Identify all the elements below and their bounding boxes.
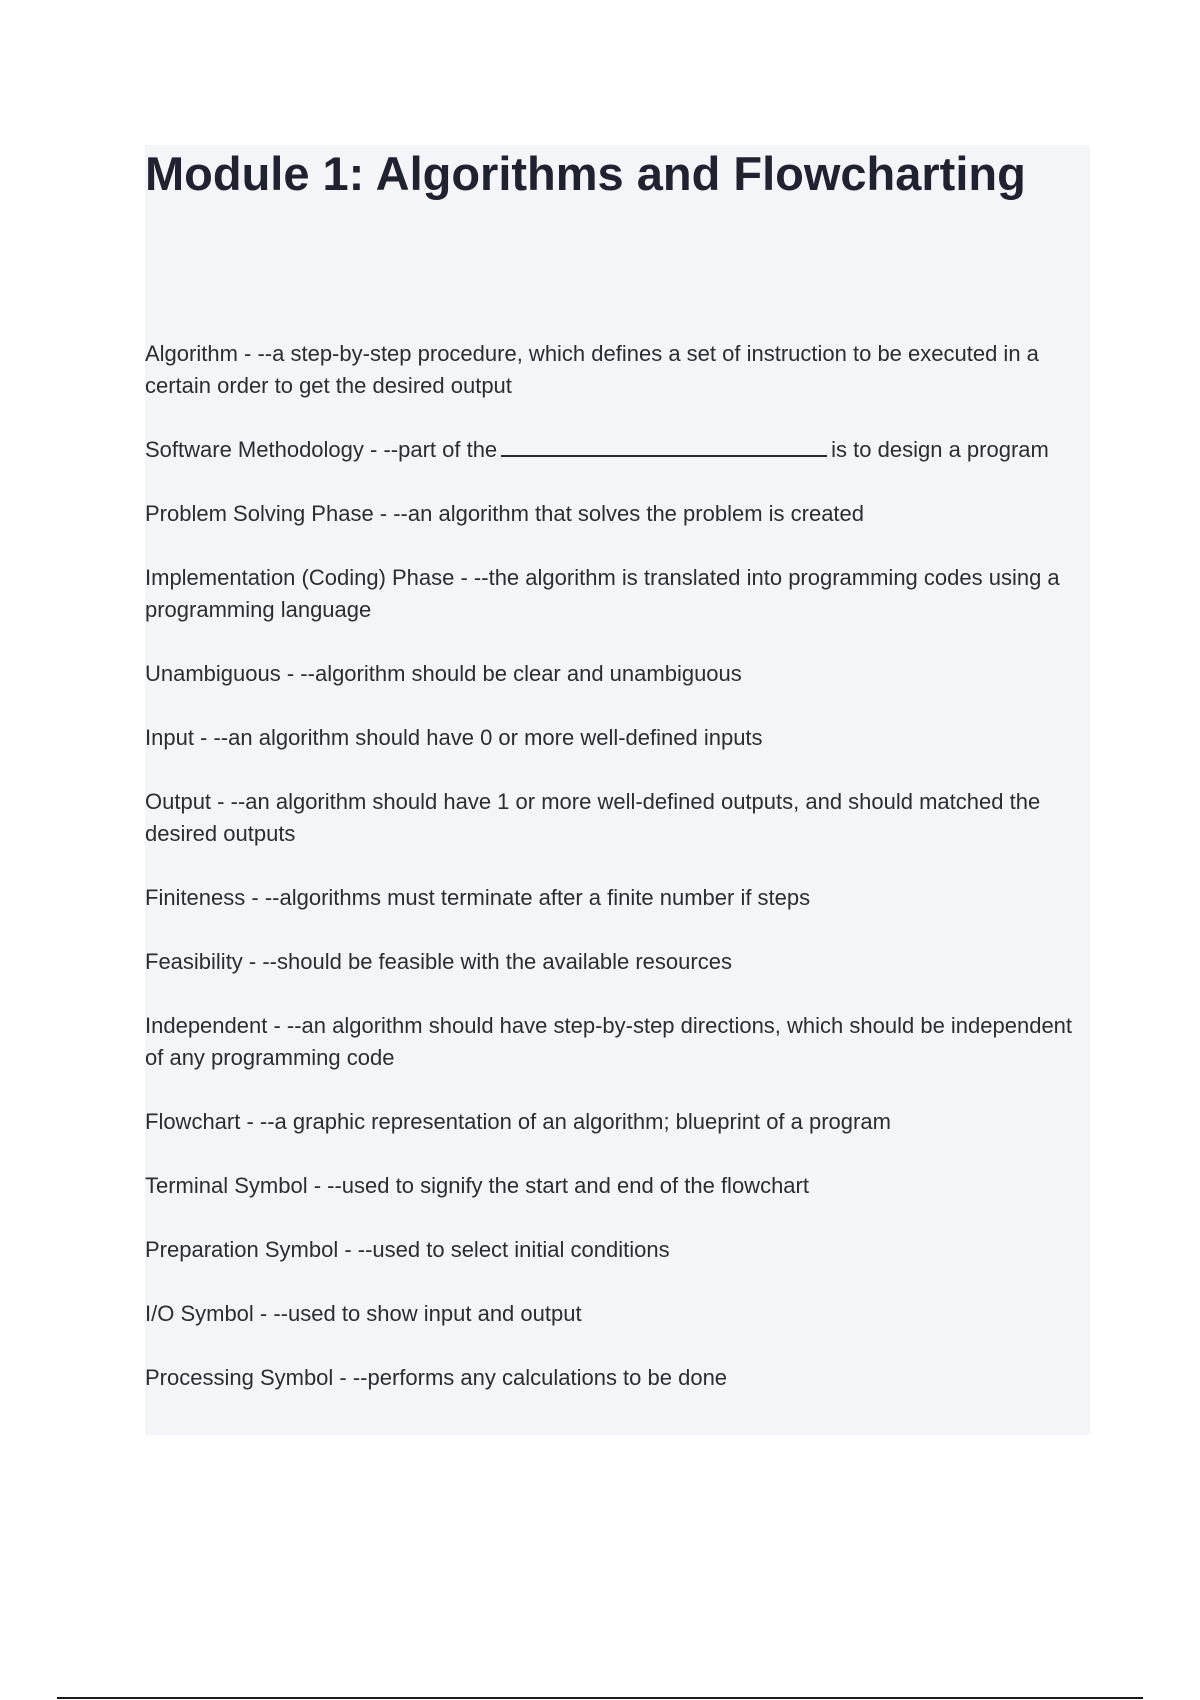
term-entry-finiteness: Finiteness - --algorithms must terminate after a finite number if steps — [145, 885, 811, 910]
term-entry-preparation-symbol: Preparation Symbol - --used to select initial conditions — [145, 1237, 670, 1262]
term-entry-flowchart: Flowchart - --a graphic representation of an algorithm; blueprint of a program — [145, 1109, 891, 1134]
footer-divider — [57, 1697, 1143, 1699]
term-entry-output: Output - --an algorithm should have 1 or more well-defined outputs, and should matched the desired outputs — [145, 789, 1041, 846]
term-entry-unambiguous: Unambiguous - --algorithm should be clear and unambiguous — [145, 661, 742, 686]
term-entry-text-before-blank: Software Methodology - --part of the — [145, 437, 498, 462]
term-entry-problem-solving-phase: Problem Solving Phase - --an algorithm that solves the problem is created — [145, 501, 865, 526]
term-entry-feasibility: Feasibility - --should be feasible with the available resources — [145, 949, 732, 974]
terms-list — [145, 338, 1090, 1426]
fill-in-blank — [501, 435, 827, 457]
term-entry-text-after-blank: is to design a program — [831, 437, 1049, 462]
term-entry-implementation-phase: Implementation (Coding) Phase - --the algorithm is translated into programming codes using a programming language — [145, 565, 1060, 622]
page-title: Module 1: Algorithms and Flowcharting — [145, 147, 1026, 200]
term-entry-io-symbol: I/O Symbol - --used to show input and output — [145, 1301, 582, 1326]
term-entry-algorithm: Algorithm - --a step-by-step procedure, which defines a set of instruction to be executed in a certain order to get the desired output — [145, 341, 1039, 398]
term-entry-processing-symbol: Processing Symbol - --performs any calculations to be done — [145, 1365, 728, 1390]
term-entry-input: Input - --an algorithm should have 0 or more well-defined inputs — [145, 725, 763, 750]
term-entry-independent: Independent - --an algorithm should have step-by-step directions, which should be independent of any programming code — [145, 1013, 1073, 1070]
term-entry-software-methodology — [145, 434, 1090, 466]
term-entry-terminal-symbol: Terminal Symbol - --used to signify the start and end of the flowchart — [145, 1173, 809, 1198]
